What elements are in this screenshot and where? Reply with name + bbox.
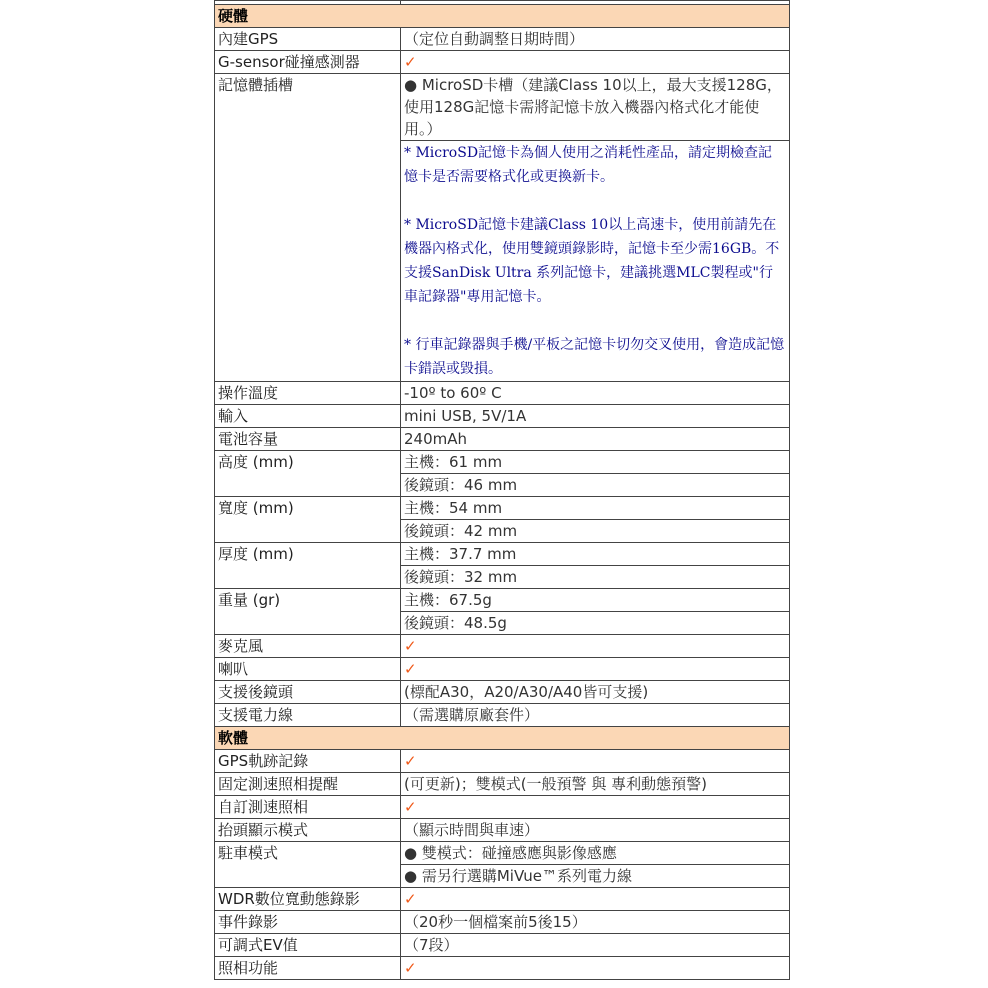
spec-value: mini USB, 5V/1A bbox=[404, 407, 527, 425]
check-icon: ✓ bbox=[404, 752, 417, 770]
spec-label: 自訂測速照相 bbox=[215, 796, 401, 819]
spec-value-secondary: 後鏡頭：32 mm bbox=[401, 565, 789, 588]
spec-label: 麥克風 bbox=[215, 635, 401, 658]
spec-label: 高度 (mm) bbox=[215, 451, 401, 497]
spec-value-secondary: ● 需另行選購MiVue™系列電力線 bbox=[401, 864, 789, 887]
spec-value-cell bbox=[401, 658, 790, 681]
spec-value-secondary: 後鏡頭：46 mm bbox=[401, 473, 789, 496]
spec-table-body bbox=[215, 1, 790, 980]
spec-label: 事件錄影 bbox=[215, 911, 401, 934]
spec-row bbox=[215, 658, 790, 681]
spec-row bbox=[215, 796, 790, 819]
spec-row bbox=[215, 382, 790, 405]
spec-label: 電池容量 bbox=[215, 428, 401, 451]
spec-label: 操作溫度 bbox=[215, 382, 401, 405]
spec-label: 喇叭 bbox=[215, 658, 401, 681]
spec-table bbox=[214, 0, 790, 980]
spec-row bbox=[215, 451, 790, 497]
spec-value-cell bbox=[401, 382, 790, 405]
check-icon: ✓ bbox=[404, 798, 417, 816]
spec-value: ● 雙模式：碰撞感應與影像感應 bbox=[404, 844, 617, 862]
spec-label: 支援電力線 bbox=[215, 704, 401, 727]
spec-value-cell bbox=[401, 543, 790, 589]
check-icon: ✓ bbox=[404, 959, 417, 977]
spec-value: （需選購原廠套件） bbox=[404, 706, 540, 724]
spec-label: G-sensor碰撞感測器 bbox=[215, 51, 401, 74]
spec-value: （20秒一個檔案前5後15） bbox=[404, 913, 587, 931]
spec-label: 厚度 (mm) bbox=[215, 543, 401, 589]
check-icon: ✓ bbox=[404, 660, 417, 678]
check-icon: ✓ bbox=[404, 890, 417, 908]
spec-label: 輸入 bbox=[215, 405, 401, 428]
memory-card-note: * MicroSD記憶卡為個人使用之消耗性產品，請定期檢查記憶卡是否需要格式化或更換新卡。 * MicroSD記憶卡建議Class 10以上高速卡，使用前請先在機器內格式化，使用雙鏡頭錄影時，記憶卡至少需16GB。不支援SanDisk Ultra 系列記憶卡，建議挑選MLC製程或"行車記錄器"專用記憶卡。 * 行車記錄器與手機/平板之記憶卡切勿交叉使用，會造成記憶卡錯誤或毀損。 bbox=[401, 140, 789, 381]
spec-value: （定位自動調整日期時間） bbox=[404, 30, 585, 48]
spec-row bbox=[215, 888, 790, 911]
section-software-title: 軟體 bbox=[215, 727, 790, 750]
spec-row bbox=[215, 681, 790, 704]
spec-value: (可更新)；雙模式(一般預警 與 專利動態預警) bbox=[404, 775, 707, 793]
spec-row bbox=[215, 28, 790, 51]
spec-label: 支援後鏡頭 bbox=[215, 681, 401, 704]
spec-row bbox=[215, 635, 790, 658]
section-hardware-title: 硬體 bbox=[215, 5, 790, 28]
spec-row bbox=[215, 589, 790, 635]
spec-value-cell bbox=[401, 28, 790, 51]
spec-label: 駐車模式 bbox=[215, 842, 401, 888]
spec-value: 主機：61 mm bbox=[404, 453, 503, 471]
spec-value-cell bbox=[401, 451, 790, 497]
spec-value-cell bbox=[401, 704, 790, 727]
spec-row bbox=[215, 957, 790, 980]
spec-value: (標配A30，A20/A30/A40皆可支援) bbox=[404, 683, 649, 701]
spec-row bbox=[215, 911, 790, 934]
spec-value: 主機：67.5g bbox=[404, 591, 492, 609]
spec-row bbox=[215, 819, 790, 842]
spec-value: （7段） bbox=[404, 936, 459, 954]
spec-value-cell bbox=[401, 589, 790, 635]
spec-value-cell bbox=[401, 773, 790, 796]
spec-row bbox=[215, 497, 790, 543]
spec-label: 重量 (gr) bbox=[215, 589, 401, 635]
spec-label: 可調式EV值 bbox=[215, 934, 401, 957]
spec-label: 抬頭顯示模式 bbox=[215, 819, 401, 842]
spec-row bbox=[215, 74, 790, 382]
spec-value-cell bbox=[401, 74, 790, 382]
spec-value-cell bbox=[401, 957, 790, 980]
spec-value-cell bbox=[401, 842, 790, 888]
spec-label: 照相功能 bbox=[215, 957, 401, 980]
spec-row bbox=[215, 428, 790, 451]
check-icon: ✓ bbox=[404, 637, 417, 655]
spec-value-cell bbox=[401, 750, 790, 773]
spec-value: （顯示時間與車速） bbox=[404, 821, 540, 839]
spec-value-cell bbox=[401, 911, 790, 934]
spec-label: 內建GPS bbox=[215, 28, 401, 51]
spec-label: GPS軌跡記錄 bbox=[215, 750, 401, 773]
spec-value-cell bbox=[401, 428, 790, 451]
spec-label: 固定測速照相提醒 bbox=[215, 773, 401, 796]
spec-value-cell bbox=[401, 681, 790, 704]
spec-value-cell bbox=[401, 635, 790, 658]
spec-row bbox=[215, 51, 790, 74]
spec-value-secondary: 後鏡頭：42 mm bbox=[401, 519, 789, 542]
section-hardware bbox=[215, 5, 790, 28]
spec-value-cell bbox=[401, 934, 790, 957]
spec-value-cell bbox=[401, 497, 790, 543]
spec-value: ● MicroSD卡槽（建議Class 10以上，最大支援128G，使用128G記憶卡需將記憶卡放入機器內格式化才能使用。） bbox=[404, 76, 782, 138]
spec-value: 主機：54 mm bbox=[404, 499, 503, 517]
spec-value-cell bbox=[401, 888, 790, 911]
spec-row bbox=[215, 543, 790, 589]
spec-value-cell bbox=[401, 405, 790, 428]
spec-value-cell bbox=[401, 819, 790, 842]
spec-row bbox=[215, 842, 790, 888]
spec-value: -10º to 60º C bbox=[404, 384, 502, 402]
spec-value-cell bbox=[401, 796, 790, 819]
spec-row bbox=[215, 704, 790, 727]
spec-value: 主機：37.7 mm bbox=[404, 545, 517, 563]
spec-value-secondary: 後鏡頭：48.5g bbox=[401, 611, 789, 634]
spec-row bbox=[215, 750, 790, 773]
spec-row bbox=[215, 934, 790, 957]
spec-label: WDR數位寬動態錄影 bbox=[215, 888, 401, 911]
spec-label: 記憶體插槽 bbox=[215, 74, 401, 382]
spec-label: 寬度 (mm) bbox=[215, 497, 401, 543]
spec-value: 240mAh bbox=[404, 430, 468, 448]
check-icon: ✓ bbox=[404, 53, 417, 71]
spec-row bbox=[215, 773, 790, 796]
spec-value-cell bbox=[401, 51, 790, 74]
spec-row bbox=[215, 405, 790, 428]
section-software bbox=[215, 727, 790, 750]
